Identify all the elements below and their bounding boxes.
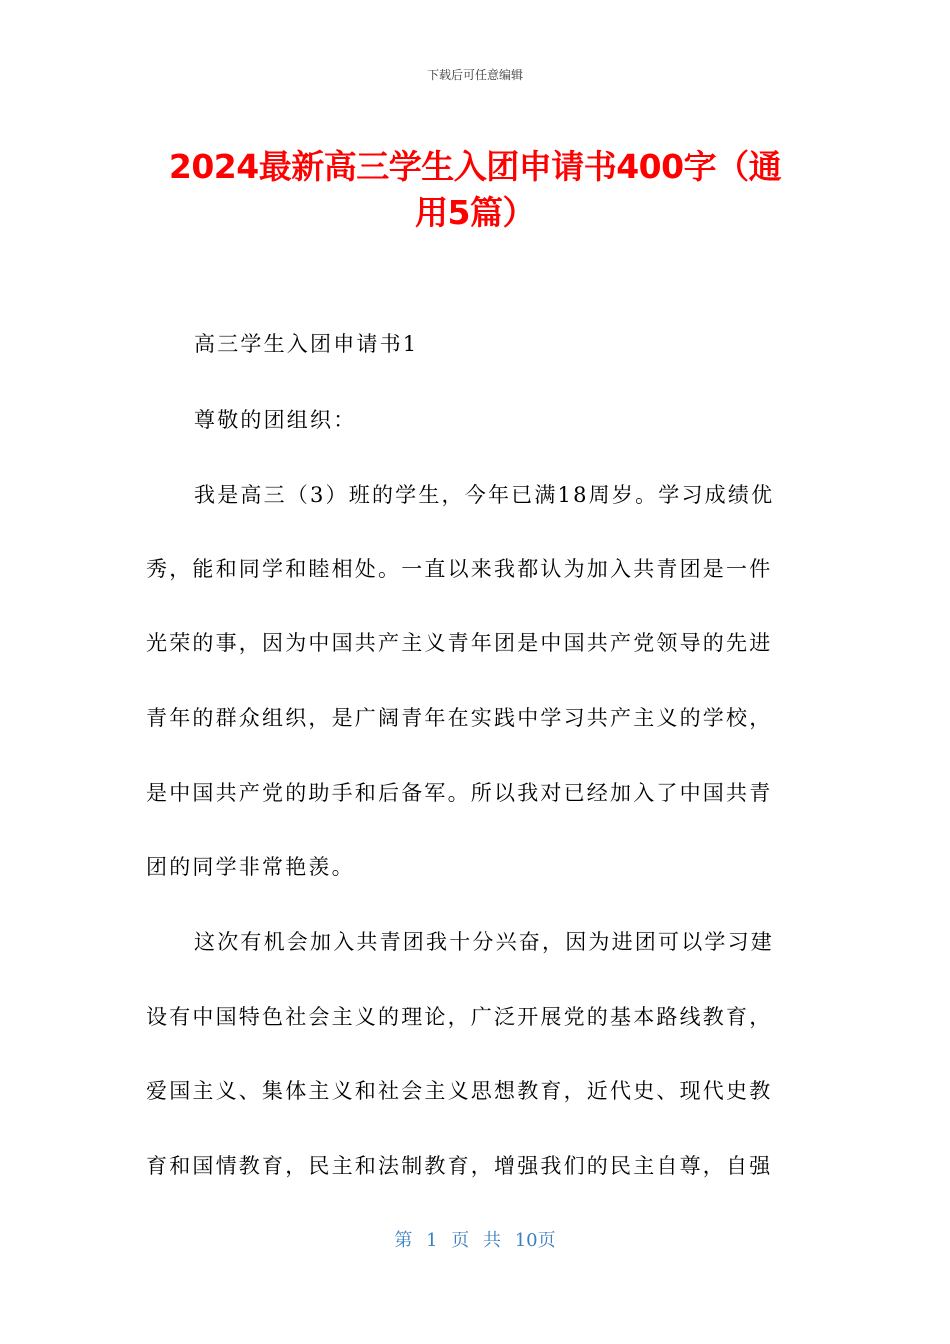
title-line-1: 2024最新高三学生入团申请书400字（通 [168, 147, 782, 186]
paragraph-line: 团的同学非常艳羡。 [146, 855, 355, 879]
salutation: 尊敬的团组织： [194, 408, 357, 432]
section-heading: 高三学生入团申请书1 [194, 332, 419, 356]
paragraph-line: 爱国主义、集体主义和社会主义思想教育，近代史、现代史教 [146, 1079, 773, 1103]
paragraph-line: 光荣的事，因为中国共产主义青年团是中国共产党领导的先进 [146, 631, 773, 655]
title-line-2: 用5篇） [415, 193, 535, 232]
paragraph-line: 育和国情教育，民主和法制教育，增强我们的民主自尊，自强 [146, 1154, 773, 1178]
paragraph-line: 设有中国特色社会主义的理论，广泛开展党的基本路线教育， [146, 1005, 773, 1029]
paragraph-line: 青年的群众组织，是广阔青年在实践中学习共产主义的学校， [146, 706, 773, 730]
paragraph-line: 是中国共产党的助手和后备军。所以我对已经加入了中国共青 [146, 781, 773, 805]
header-note: 下载后可任意编辑 [426, 68, 523, 82]
paragraph-line: 这次有机会加入共青团我十分兴奋，因为进团可以学习建 [194, 930, 774, 954]
document-title [130, 144, 820, 236]
paragraph-line: 我是高三（3）班的学生，今年已满18周岁。学习成绩优 [194, 483, 775, 507]
paragraph-line: 秀，能和同学和睦相处。一直以来我都认为加入共青团是一件 [146, 557, 773, 581]
page-number: 第 1 页 共 10页 [394, 1230, 556, 1251]
